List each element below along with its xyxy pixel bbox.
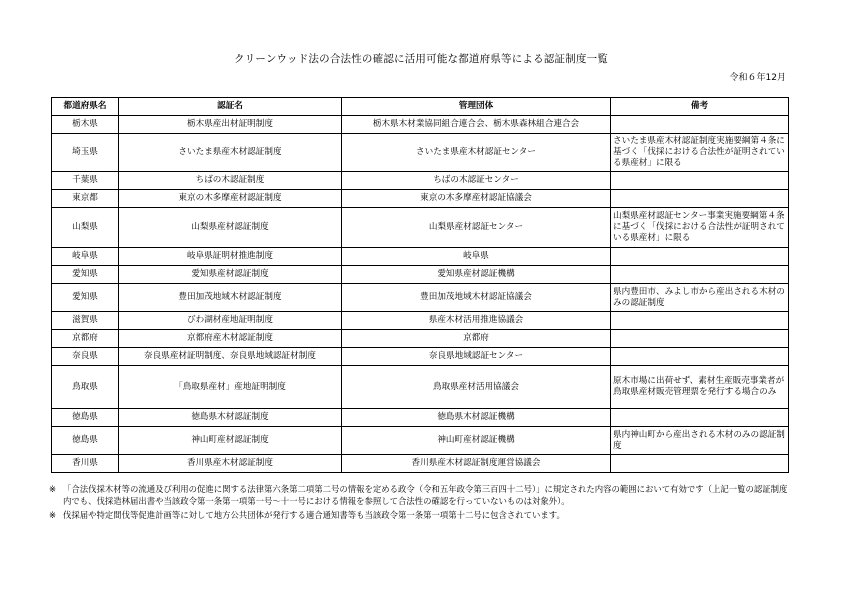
table-row bbox=[52, 208, 789, 248]
document-title: クリーンウッド法の合法性の確認に活用可能な都道府県等による認証制度一覧 bbox=[233, 53, 609, 65]
cell-certification: 徳島県木材認証制度 bbox=[119, 409, 342, 427]
cell-prefecture: 山梨県 bbox=[52, 208, 119, 248]
cell-prefecture: 栃木県 bbox=[52, 116, 119, 134]
cell-prefecture: 滋賀県 bbox=[52, 312, 119, 330]
note-text: 「合法伐採木材等の流通及び利用の促進に関する法律第六条第二項第二号の情報を定める政令（令和五年政令第三百四十二号）」に規定された内容の範囲において有効です（上記一覧の認証制度内でも、伐採造林届出書や当該政令第一条第一項第一号～十一号における情報を参照して合法性の確認を行っていないものは対象外）。 bbox=[63, 484, 788, 506]
table-row bbox=[52, 348, 789, 366]
note-mark: ※ bbox=[49, 484, 57, 494]
cell-organization: さいたま県産木材認証センター bbox=[342, 134, 611, 172]
cell-organization: 京都府 bbox=[342, 330, 611, 348]
table-row bbox=[52, 248, 789, 266]
cell-remarks bbox=[611, 330, 789, 348]
cell-organization: 神山町産材認証機構 bbox=[342, 427, 611, 455]
cell-remarks: 原木市場に出荷せず、素材生産販売事業者が鳥取県産材販売管理票を発行する場合のみ bbox=[611, 366, 789, 409]
table-header-row bbox=[52, 98, 789, 116]
cell-organization: 栃木県木材業協同組合連合会、栃木県森林組合連合会 bbox=[342, 116, 611, 134]
cell-certification: 奈良県産材証明制度、奈良県地域認証材制度 bbox=[119, 348, 342, 366]
cell-organization: 奈良県地域認証センター bbox=[342, 348, 611, 366]
cell-certification: 東京の木多摩産材認証制度 bbox=[119, 190, 342, 208]
cell-remarks bbox=[611, 312, 789, 330]
cell-organization: 愛知県産材認証機構 bbox=[342, 266, 611, 284]
footnote-item bbox=[49, 484, 791, 507]
cell-certification: 香川県産木材認証制度 bbox=[119, 455, 342, 473]
footnotes bbox=[49, 484, 791, 522]
cell-prefecture: 鳥取県 bbox=[52, 366, 119, 409]
cell-remarks bbox=[611, 409, 789, 427]
cell-organization: 香川県産木材認証制度運営協議会 bbox=[342, 455, 611, 473]
table-row bbox=[52, 190, 789, 208]
cell-certification: 京都府産木材認証制度 bbox=[119, 330, 342, 348]
header-remarks: 備考 bbox=[611, 98, 789, 116]
table-row bbox=[52, 409, 789, 427]
table-row bbox=[52, 366, 789, 409]
cell-certification: ちばの木認証制度 bbox=[119, 172, 342, 190]
cell-organization: 岐阜県 bbox=[342, 248, 611, 266]
cell-certification: さいたま県産木材認証制度 bbox=[119, 134, 342, 172]
certification-table bbox=[51, 97, 789, 473]
header-prefecture: 都道府県名 bbox=[52, 98, 119, 116]
cell-certification: 「鳥取県産材」産地証明制度 bbox=[119, 366, 342, 409]
document-date: 令和６年12月 bbox=[729, 73, 786, 83]
cell-remarks bbox=[611, 248, 789, 266]
cell-prefecture: 埼玉県 bbox=[52, 134, 119, 172]
cell-prefecture: 千葉県 bbox=[52, 172, 119, 190]
cell-organization: ちばの木認証センター bbox=[342, 172, 611, 190]
cell-organization: 徳島県木材認証機構 bbox=[342, 409, 611, 427]
cell-prefecture: 奈良県 bbox=[52, 348, 119, 366]
table-row bbox=[52, 116, 789, 134]
cell-prefecture: 徳島県 bbox=[52, 427, 119, 455]
cell-remarks bbox=[611, 455, 789, 473]
cell-prefecture: 東京都 bbox=[52, 190, 119, 208]
header-organization: 管理団体 bbox=[342, 98, 611, 116]
cell-certification: 豊田加茂地域木材認証制度 bbox=[119, 284, 342, 312]
cell-certification: 栃木県産出材証明制度 bbox=[119, 116, 342, 134]
cell-remarks: 県内豊田市、みよし市から産出される木材のみの認証制度 bbox=[611, 284, 789, 312]
cell-certification: 神山町産材認証制度 bbox=[119, 427, 342, 455]
note-text: 伐採届や特定間伐等促進計画等に対して地方公共団体が発行する適合通知書等も当該政令第一条第一項第十二号に包含されています。 bbox=[63, 510, 565, 520]
cell-prefecture: 京都府 bbox=[52, 330, 119, 348]
note-mark: ※ bbox=[49, 510, 57, 520]
cell-organization: 山梨県産材認証センター bbox=[342, 208, 611, 248]
header-certification: 認証名 bbox=[119, 98, 342, 116]
table-row bbox=[52, 330, 789, 348]
footnote-item bbox=[49, 510, 791, 522]
cell-certification: 愛知県産材認証制度 bbox=[119, 266, 342, 284]
table-row bbox=[52, 455, 789, 473]
cell-remarks bbox=[611, 116, 789, 134]
table-row bbox=[52, 312, 789, 330]
cell-remarks: 県内神山町から産出される木材のみの認証制度 bbox=[611, 427, 789, 455]
cell-organization: 県産木材活用推進協議会 bbox=[342, 312, 611, 330]
cell-prefecture: 徳島県 bbox=[52, 409, 119, 427]
table-row bbox=[52, 427, 789, 455]
cell-prefecture: 香川県 bbox=[52, 455, 119, 473]
cell-certification: 山梨県産材認証制度 bbox=[119, 208, 342, 248]
cell-organization: 鳥取県産材活用協議会 bbox=[342, 366, 611, 409]
table-row bbox=[52, 134, 789, 172]
cell-remarks bbox=[611, 190, 789, 208]
cell-remarks bbox=[611, 348, 789, 366]
cell-certification: 岐阜県証明材推進制度 bbox=[119, 248, 342, 266]
cell-remarks: さいたま県産木材認証制度実施要綱第４条に基づく「伐採における合法性が証明されている県産材」に限る bbox=[611, 134, 789, 172]
cell-prefecture: 愛知県 bbox=[52, 284, 119, 312]
cell-remarks: 山梨県産材認証センター事業実施要綱第４条に基づく「伐採における合法性が証明されている県産材」に限る bbox=[611, 208, 789, 248]
table-row bbox=[52, 284, 789, 312]
table-row bbox=[52, 172, 789, 190]
cell-certification: びわ湖材産地証明制度 bbox=[119, 312, 342, 330]
table-row bbox=[52, 266, 789, 284]
cell-prefecture: 岐阜県 bbox=[52, 248, 119, 266]
cell-remarks bbox=[611, 172, 789, 190]
cell-prefecture: 愛知県 bbox=[52, 266, 119, 284]
cell-organization: 豊田加茂地域木材認証協議会 bbox=[342, 284, 611, 312]
cell-organization: 東京の木多摩産材認証協議会 bbox=[342, 190, 611, 208]
cell-remarks bbox=[611, 266, 789, 284]
